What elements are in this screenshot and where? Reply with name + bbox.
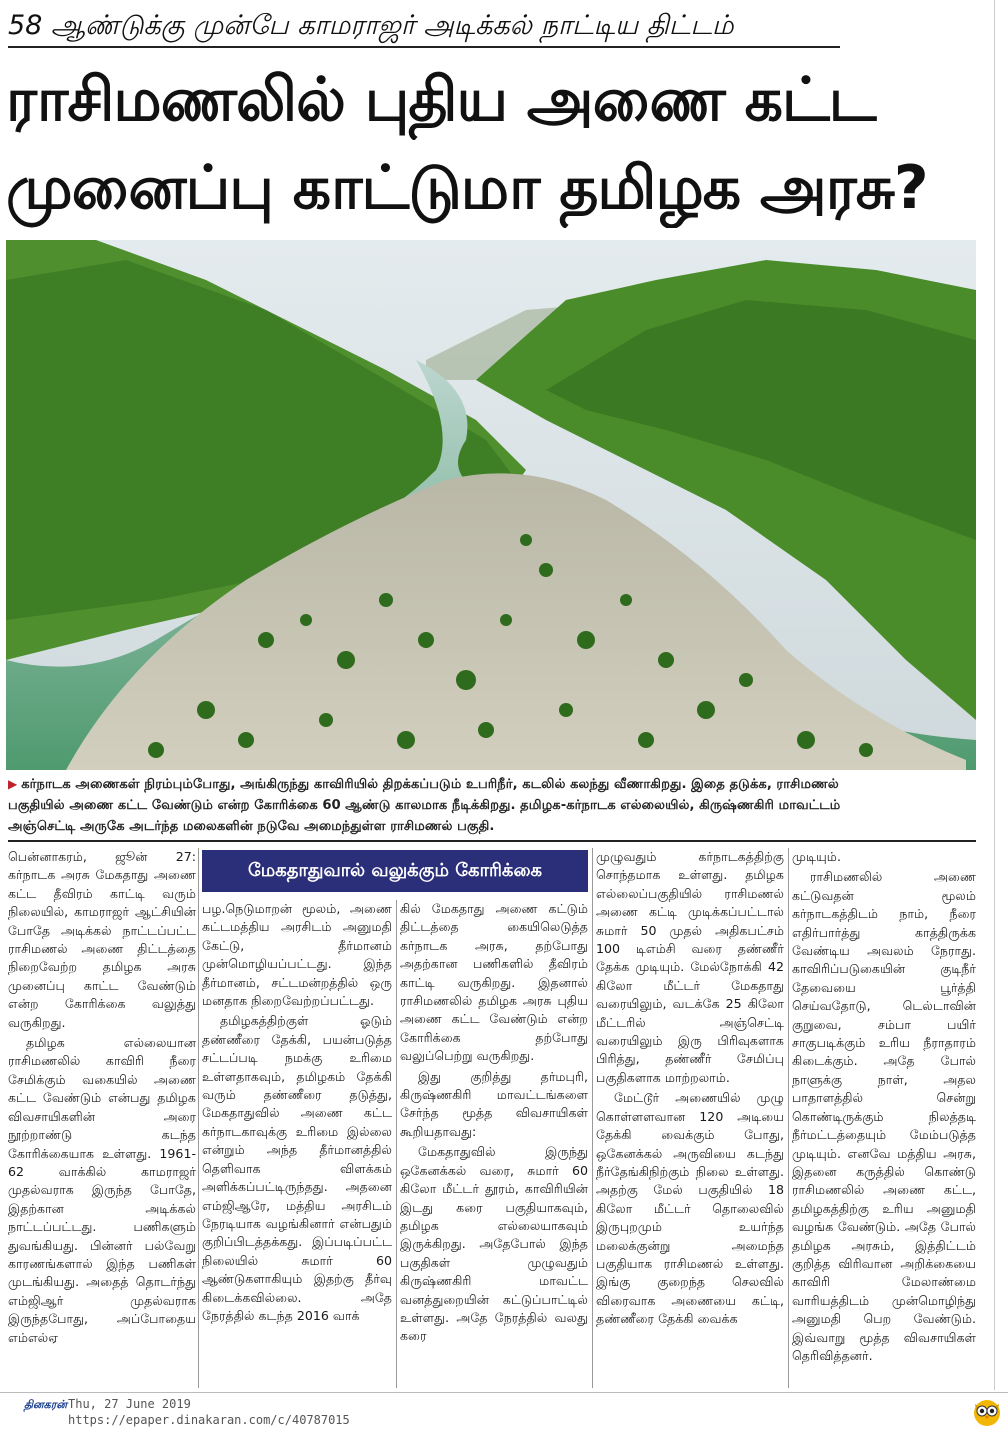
footer-divider bbox=[0, 1392, 1008, 1393]
epaper-link[interactable]: https://epaper.dinakaran.com/c/40787015 bbox=[68, 1413, 350, 1427]
page-edge-line bbox=[994, 0, 995, 1390]
photo-caption bbox=[8, 774, 976, 837]
column-separator bbox=[396, 900, 397, 1388]
owl-icon-graphic bbox=[970, 1394, 1004, 1428]
paragraph: முழுவதும் கர்நாடகத்திற்கு சொந்தமாக உள்ளது. தமிழக எல்லைப்பகுதியில் ராசிமணல் அணை கட்டி முடிக்கப்பட்டால் சுமார் 50 முதல் அதிகபட்சம் 100 டிஎம்சி வரை தண்ணீர் தேக்க முடியும். மேல்நோக்கி 42 கிலோ மீட்டர் மேகதாது வரையிலும், வடக்கே 25 கிலோ மீட்டரில் அஞ்செட்டி வரையிலும் இரு பிரிவுகளாக பிரித்து, தண்ணீர் சேமிப்பு பகுதிகளாக மாற்றலாம். bbox=[596, 849, 784, 1085]
article-column-3 bbox=[400, 900, 588, 1388]
main-headline-line-2: முனைப்பு காட்டுமா தமிழக அரசு? bbox=[6, 153, 928, 223]
paragraph: தமிழகத்திற்குள் ஓடும் தண்ணீரை தேக்கி, பயன்படுத்த சட்டப்படி நமக்கு உரிமை உள்ளதாகவும், தமிழகம் தேக்கி வரும் தண்ணீரை தடுத்து, மேகதாதுவில் அணை கட்ட கர்நாடகாவுக்கு உரிமை இல்லை என்றும் அந்த தீர்மானத்தில் தெளிவாக விளக்கம் அளிக்கப்பட்டிருந்தது. அதனை எம்ஜிஆரே, மத்திய அரசிடம் நேரடியாக வழங்கினார் என்பதும் குறிப்பிடத்தக்கது. இப்படிப்பட்ட நிலையில் சுமார் 60 ஆண்டுகளாகியும் இதற்கு தீர்வு கிடைக்கவில்லை. அதே நேரத்தில் கடந்த 2016 வாக் bbox=[202, 1013, 392, 1323]
paragraph: பழ.நெடுமாறன் மூலம், அணை கட்டமத்திய அரசிடம் அனுமதி கேட்டு, தீர்மானம் முன்மொழியப்பட்டது. இந்த தீர்மானம், சட்டமன்றத்தில் ஒரு மனதாக நிறைவேற்றப்பட்டது. bbox=[202, 901, 392, 1009]
paragraph: மேட்டூர் அணையில் முழு கொள்ளளவான 120 அடியை தேக்கி வைக்கும் போது, ஒகேனக்கல் அருவியை கடந்து நீர்தேங்கிநிற்கும் நிலை உள்ளது. அதற்கு மேல் பகுதியில் 18 கிலோ மீட்டர் தொலைவில் இருபுறமும் உயர்ந்த மலைக்குன்று அமைந்த பகுதியாக ராசிமணல் உள்ளது. இங்கு குறைந்த செலவில் விரைவாக அணையை கட்டி, தண்ணீரை தேக்கி வைக்க bbox=[596, 1090, 784, 1327]
column-separator bbox=[592, 848, 593, 1388]
caption-text-1: கர்நாடக அணைகள் நிரம்பும்போது, அங்கிருந்து காவிரியில் திறக்கப்படும் உபரிநீர், கடலில் கலந்து வீணாகிறது. இதை தடுக்க, ராசிமணல் bbox=[21, 777, 839, 792]
paragraph: இது குறித்து தர்மபுரி, கிருஷ்ணகிரி மாவட்டங்களை சேர்ந்த மூத்த விவசாயிகள் கூறியதாவது: bbox=[400, 1068, 588, 1139]
paragraph: கில் மேகதாது அணை கட்டும் திட்டத்தை கையிலெடுத்த கர்நாடக அரசு, தற்போது அதற்கான பணிகளில் தீவிரம் காட்டி வருகிறது. இதனால் ராசிமணலில் தமிழக அரசு புதிய அணை கட்ட வேண்டும் என்ற கோரிக்கை தற்போது வலுப்பெற்று வருகிறது. bbox=[400, 901, 588, 1064]
column-separator bbox=[198, 848, 199, 1388]
caption-line-1 bbox=[8, 774, 976, 795]
column-separator bbox=[788, 848, 789, 1388]
publication-logo: தினகரன் bbox=[24, 1398, 68, 1411]
caption-line-2: பகுதியில் அணை கட்ட வேண்டும் என்ற கோரிக்கை 60 ஆண்டு காலமாக நீடிக்கிறது. தமிழக-கர்நாடக எல்லையில், கிருஷ்ணகிரி மாவட்டம் bbox=[8, 798, 841, 813]
paragraph: ராசிமணலில் அணை கட்டுவதன் மூலம் கர்நாடகத்திடம் நாம், நீரை எதிர்பார்த்து காத்திருக்க வேண்டிய அவலம் நேராது. காவிரிப்படுகையின் குடிநீர் தேவையை பூர்த்தி செய்வதோடு, டெல்டாவின் குறுவை, சம்பா பயிர் சாகுபடிக்கும் உரிய நீராதாரம் கிடைக்கும். அதே போல் நாளுக்கு நாள், அதல பாதாளத்தில் சென்று கொண்டிருக்கும் நிலத்தடி நீர்மட்டத்தையும் மேம்படுத்த முடியும். எனவே மத்திய அரசு, இதனை கருத்தில் கொண்டு ராசிமணலில் அணை கட்ட, தமிழகத்திற்கு உரிய அனுமதி வழங்க வேண்டும். அதே போல் தமிழக அரசும், இத்திட்டம் குறித்த விரிவான அறிக்கையை காவிரி மேலாண்மை வாரியத்திடம் முன்மொழிந்து அனுமதி பெற வேண்டும். இவ்வாறு மூத்த விவசாயிகள் தெரிவித்தனர். bbox=[792, 869, 976, 1363]
article-photo bbox=[6, 240, 976, 770]
caption-marker-icon: ▶ bbox=[8, 777, 18, 791]
owl-icon[interactable] bbox=[970, 1394, 1004, 1428]
article-column-2 bbox=[202, 900, 392, 1388]
article-column-5 bbox=[792, 848, 976, 1388]
caption-line-3: அஞ்செட்டி அருகே அடர்ந்த மலைகளின் நடுவே அமைந்துள்ள ராசிமணல் பகுதி. bbox=[8, 819, 495, 834]
edition-date: Thu, 27 June 2019 bbox=[68, 1397, 191, 1411]
river-valley-illustration bbox=[6, 240, 976, 770]
main-headline-line-1: ராசிமணலில் புதிய அணை கட்ட bbox=[6, 65, 876, 135]
article-column-4 bbox=[596, 848, 784, 1388]
paragraph: பென்னாகரம், ஜூன் 27: கர்நாடக அரசு மேகதாது அணை கட்ட தீவிரம் காட்டி வரும் நிலையில், காமராஜர் ஆட்சியின் போதே அடிக்கல் நாட்டப்பட்ட ராசிமணல் அணை திட்டத்தை நிறைவேற்ற தமிழக அரசு முனைப்பு காட்ட வேண்டும் என்ற கோரிக்கை வலுத்து வருகிறது. bbox=[8, 849, 196, 1030]
paragraph: முடியும். bbox=[792, 849, 841, 864]
subheading-banner: மேகதாதுவால் வலுக்கும் கோரிக்கை bbox=[202, 850, 588, 892]
paragraph: தமிழக எல்லையான ராசிமணலில் காவிரி நீரை சேமிக்கும் வகையில் அணை கட்ட வேண்டும் என்பது தமிழக விவசாயிகளின் அரை நூற்றாண்டு கடந்த கோரிக்கையாக உள்ளது. 1961-62 வாக்கில் காமராஜர் முதல்வராக இருந்த போதே, இதற்கான அடிக்கல் நாட்டப்பட்டது. பணிகளும் துவங்கியது. பின்னர் பல்வேறு காரணங்களால் இந்த பணிகள் முடங்கியது. அதைத் தொடர்ந்து எம்ஜிஆர் முதல்வராக இருந்தபோது, அப்போதைய எம்எல்ஏ bbox=[8, 1035, 196, 1345]
article-column-1 bbox=[8, 848, 196, 1388]
kicker-headline: 58 ஆண்டுக்கு முன்பே காமராஜர் அடிக்கல் நாட்டிய திட்டம் bbox=[8, 6, 840, 48]
paragraph: மேகதாதுவில் இருந்து ஒகேனக்கல் வரை, சுமார் 60 கிலோ மீட்டர் தூரம், காவிரியின் இடது கரை பகுதியாகவும், தமிழக எல்லையாகவும் இருக்கிறது. அதேபோல் இந்த பகுதிகள் முழுவதும் கிருஷ்ணகிரி மாவட்ட வனத்துறையின் கட்டுப்பாட்டில் உள்ளது. அதே நேரத்தில் வலது கரை bbox=[400, 1144, 588, 1344]
section-divider bbox=[8, 840, 976, 842]
